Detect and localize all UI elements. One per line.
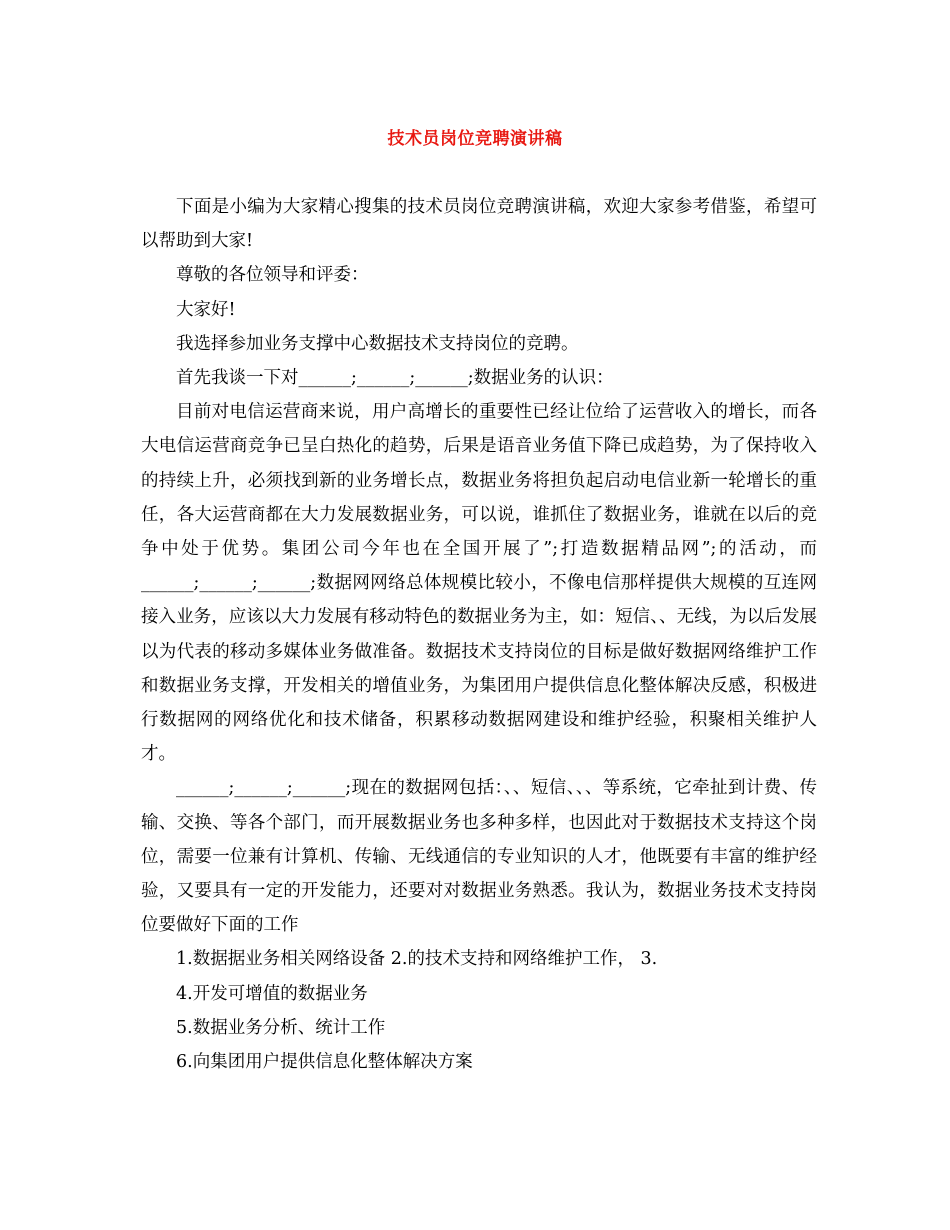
document-title: 技术员岗位竞聘演讲稿 <box>387 129 563 149</box>
document-body <box>141 190 817 1079</box>
paragraph-salutation: 尊敬的各位领导和评委： <box>176 265 369 286</box>
list-item-5: 5.数据业务分析、统计工作 <box>176 1017 386 1038</box>
paragraph-greeting: 大家好! <box>176 299 236 320</box>
paragraph-background: 目前对电信运营商来说，用户高增长的重要性已经让位给了运营收入的增长，而各大电信运营商竞争已呈白热化的趋势，后果是语音业务值下降已成趋势，为了保持收入的持续上升，必须找到新的业务增长点，数据业务将担负起启动电信业新一轮增长的重任，各大运营商都在大力发展数据业务，可以说，谁抓住了数据业务，谁就在以后的竞争中处于优势。集团公司今年也在全国开展了”;打造数据精品网”;的活动，而______;______;______;数据网网络总体规模比较小，不像电信那样提供大规模的互连网接入业务，应该以大力发展有移动特色的数据业务为主，如：短信、、无线，为以后发展以为代表的移动多媒体业务做准备。数据技术支持岗位的目标是做好数据网络维护工作和数据业务支撑，开发相关的增值业务，为集团用户提供信息化整体解决反感，积极进行数据网的网络优化和技术储备，积累移动数据网建设和维护经验，积聚相关维护人才。 <box>141 402 817 765</box>
paragraph-requirements: ______;______;______;现在的数据网包括：、、短信、、、等系统，它牵扯到计费、传输、交换、等各个部门，而开展数据业务也多种多样，也因此对于数据技术支持这个岗位，需要一位兼有计算机、传输、无线通信的专业知识的人才，他既要有丰富的维护经验，又要具有一定的开发能力，还要对对数据业务熟悉。我认为，数据业务技术支持岗位要做好下面的工作 <box>141 778 817 936</box>
paragraph-topic: 首先我谈一下对______;______;______;数据业务的认识： <box>176 368 614 389</box>
paragraph-position: 我选择参加业务支撑中心数据技术支持岗位的竞聘。 <box>176 333 579 354</box>
list-item-1-3: 1.数据据业务相关网络设备 2.的技术支持和网络维护工作， 3. <box>176 949 658 970</box>
list-item-6: 6.向集团用户提供信息化整体解决方案 <box>176 1052 473 1073</box>
list-item-4: 4.开发可增值的数据业务 <box>176 983 368 1004</box>
paragraph-intro: 下面是小编为大家精心搜集的技术员岗位竞聘演讲稿，欢迎大家参考借鉴，希望可以帮助到大家! <box>141 197 817 252</box>
